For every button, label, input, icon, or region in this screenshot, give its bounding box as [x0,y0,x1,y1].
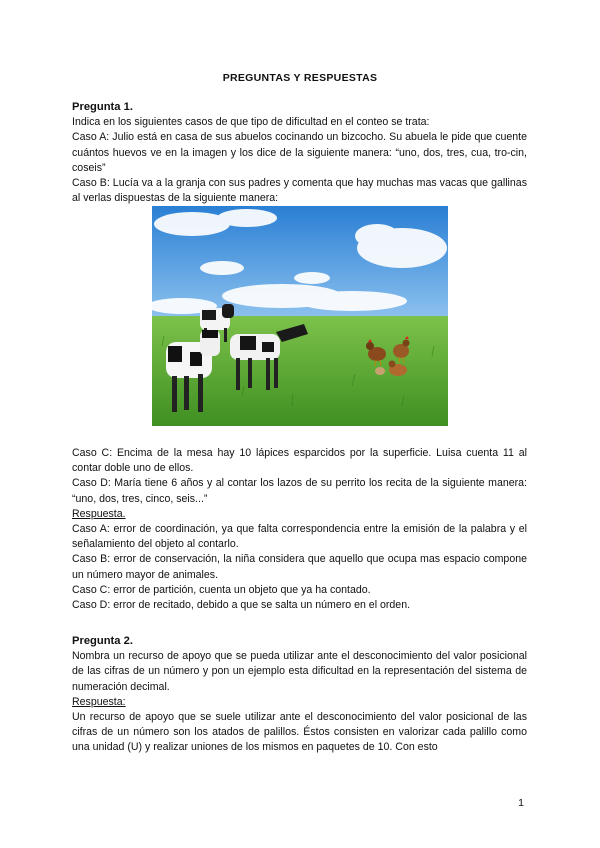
answer-case-d: Caso D: error de recitado, debido a que se salta un número en el orden. [72,599,411,612]
case-b-text: Caso B: Lucía va a la granja con sus padres y comenta que hay muchas mas vacas que gallinas al verlas dispuestas de la siguiente manera: [72,177,527,205]
question-1-block [72,100,527,206]
question-1-heading: Pregunta 1. [72,101,133,113]
answer-1-label: Respuesta. [72,507,126,520]
answer-case-a: Caso A: error de coordinación, ya que falta correspondencia entre la emisión de la palabra y el señalamiento del objeto al contarlo. [72,523,527,551]
question-2-heading: Pregunta 2. [72,635,133,647]
page-number: 1 [518,797,524,809]
answer-2-label: Respuesta: [72,695,126,708]
farm-photo [152,206,448,426]
answer-2-text: Un recurso de apoyo que se suele utilizar ante el desconocimiento del valor posicional de las cifras de un número son los atados de palillos. Éstos consisten en valorizar cada palillo como una unidad (U) y realizar uniones de los mismos en paquetes de 10. Con esto [72,711,527,754]
question-2-text: Nombra un recurso de apoyo que se pueda utilizar ante el desconocimiento del valor posicional de las cifras de un número y pon un ejemplo esta dificultad en la representación del sistema de numeración decimal. [72,650,527,693]
farm-photo-icon [152,206,448,426]
case-c-text: Caso C: Encima de la mesa hay 10 lápices esparcidos por la superficie. Luisa cuenta 11 al contar doble uno de ellos. [72,447,527,475]
question-1-intro: Indica en los siguientes casos de que tipo de dificultad en el conteo se trata: [72,116,430,129]
answer-case-c: Caso C: error de partición, cuenta un objeto que ya ha contado. [72,583,371,596]
case-d-text: Caso D: María tiene 6 años y al contar los lazos de su perrito los recita de la siguiente manera: “uno, dos, tres, cinco, seis...” [72,477,527,505]
case-a-text: Caso A: Julio está en casa de sus abuelos cocinando un bizcocho. Su abuela le pide que cuente cuántos huevos ve en la imagen y los dice de la siguiente manera: “uno, dos, tres, cua, tro-cin, coseis” [72,131,527,174]
answer-case-b: Caso B: error de conservación, la niña considera que aquello que ocupa mas espacio compone un número mayor de animales. [72,553,527,581]
question-2-block [72,634,527,756]
question-1-continued [72,446,527,613]
page-title: PREGUNTAS Y RESPUESTAS [222,72,378,84]
